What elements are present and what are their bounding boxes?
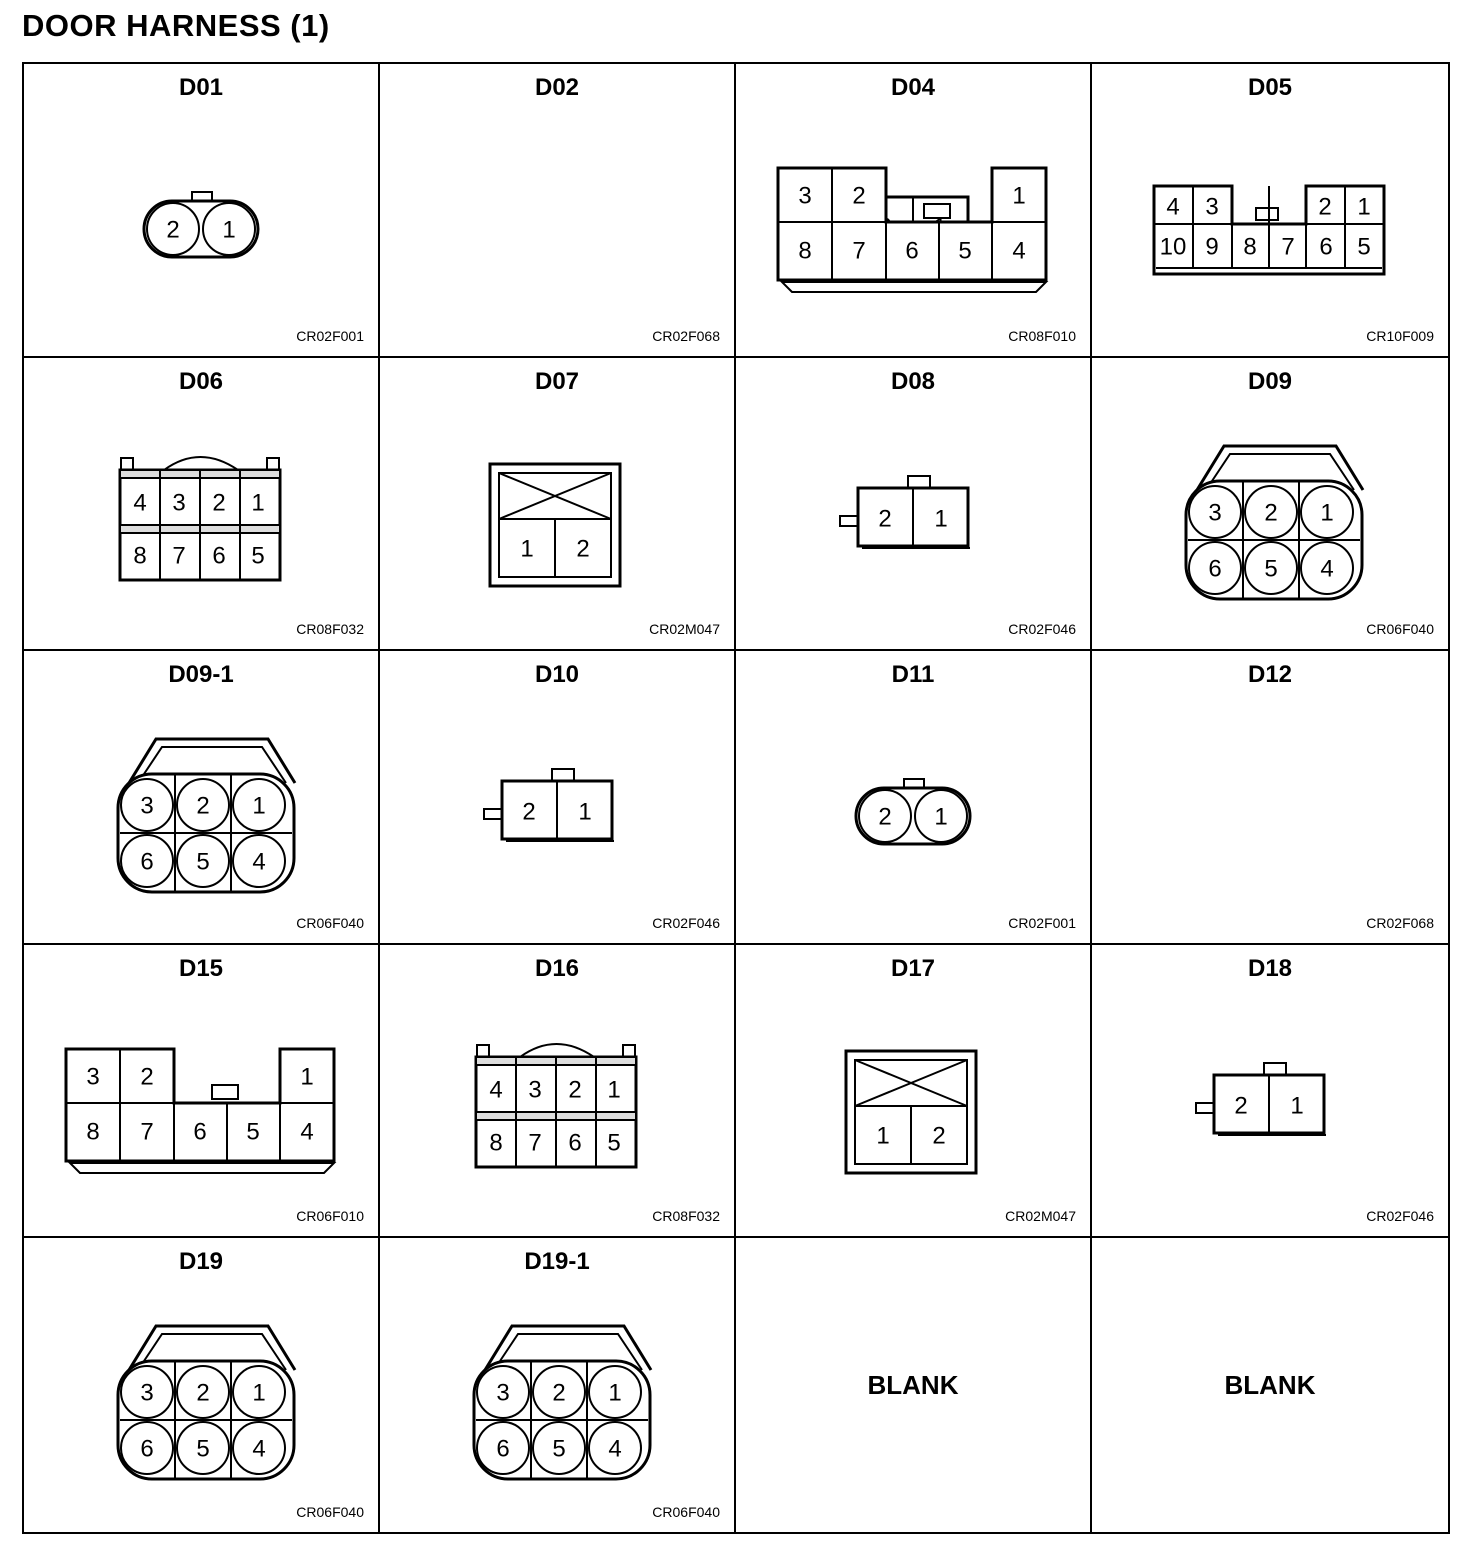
pin-number: 5 xyxy=(1357,233,1371,261)
connector-diagram xyxy=(24,358,380,650)
connector-label: D09-1 xyxy=(168,661,234,689)
latch-tab xyxy=(552,769,574,781)
pin-number: 8 xyxy=(1243,233,1257,261)
pin-number: 1 xyxy=(1012,182,1026,210)
pin-number: 2 xyxy=(852,182,866,210)
blank-label: BLANK xyxy=(867,1370,959,1401)
pin-number: 4 xyxy=(1320,555,1334,583)
connector-code: CR02F046 xyxy=(652,914,720,931)
pin-number: 2 xyxy=(878,505,892,533)
connector-code: CR10F009 xyxy=(1366,327,1434,344)
pin-number: 1 xyxy=(1320,499,1334,527)
pin-number: 2 xyxy=(140,1063,154,1091)
pin-number: 5 xyxy=(196,1435,210,1463)
pin-number: 5 xyxy=(196,848,210,876)
pin-number: 1 xyxy=(607,1076,621,1104)
connector-diagram xyxy=(736,358,1092,650)
pin-number: 3 xyxy=(172,489,186,517)
pin-number: 5 xyxy=(246,1118,260,1146)
connector-label: D02 xyxy=(534,74,580,101)
pin-number: 5 xyxy=(607,1129,621,1157)
pin-number: 8 xyxy=(798,237,812,265)
pin-number: 6 xyxy=(140,1435,154,1463)
connector-cell xyxy=(24,651,380,945)
connector-code: CR06F040 xyxy=(296,914,364,931)
pin-number: 4 xyxy=(608,1435,622,1463)
connector-diagram xyxy=(380,651,736,943)
pin-number: 1 xyxy=(251,489,265,517)
blank-cell xyxy=(736,1238,1092,1532)
connector-label: D12 xyxy=(1247,661,1293,689)
pin-number: 1 xyxy=(578,798,592,826)
connector-code: CR02F046 xyxy=(1008,621,1076,638)
pin-number: 4 xyxy=(1012,237,1026,265)
connector-label: D19-1 xyxy=(524,1248,590,1276)
connector-diagram xyxy=(380,64,736,356)
connector-cell xyxy=(736,945,1092,1239)
pin-number: 6 xyxy=(193,1118,207,1146)
side-tab xyxy=(840,516,858,526)
connector-label: D19 xyxy=(178,1248,224,1276)
pin-number: 3 xyxy=(798,182,812,210)
pin-number: 6 xyxy=(1319,233,1333,261)
pin-number: 1 xyxy=(520,535,534,563)
pin-number: 6 xyxy=(1208,555,1222,583)
pin-number: 6 xyxy=(140,848,154,876)
pin-number: 2 xyxy=(568,1076,582,1104)
latch-arch xyxy=(164,457,238,470)
pin-number: 4 xyxy=(252,1435,266,1463)
pin-number: 1 xyxy=(934,803,948,831)
connector-label: D16 xyxy=(534,954,580,982)
connector-label: D08 xyxy=(890,367,936,395)
connector-diagram xyxy=(24,651,380,943)
connector-diagram xyxy=(1092,651,1448,943)
pin-number: 2 xyxy=(1318,193,1332,221)
connector-code: CR08F032 xyxy=(652,1208,720,1225)
connector-diagram xyxy=(1092,358,1448,650)
connector-code: CR06F040 xyxy=(296,1504,364,1520)
pin-number: 2 xyxy=(552,1379,566,1407)
connector-cell xyxy=(736,651,1092,945)
pin-number: 4 xyxy=(489,1076,503,1104)
pin-number: 7 xyxy=(1281,233,1295,261)
connector-label: D04 xyxy=(890,74,936,101)
pin-number: 6 xyxy=(568,1129,582,1157)
connector-label: D06 xyxy=(178,367,224,395)
pin-number: 2 xyxy=(1234,1092,1248,1120)
connector-cell xyxy=(736,64,1092,358)
connector-diagram xyxy=(1092,64,1448,356)
connector-cell xyxy=(1092,64,1448,358)
connector-diagram xyxy=(380,358,736,650)
connector-label: D17 xyxy=(890,954,936,982)
pin-number: 1 xyxy=(1290,1092,1304,1120)
pin-number: 10 xyxy=(1159,233,1187,261)
connector-code: CR06F040 xyxy=(1366,621,1434,638)
blank-cell xyxy=(1092,1238,1448,1532)
pin-number: 6 xyxy=(496,1435,510,1463)
connector-code: CR02F068 xyxy=(652,327,720,344)
connector-cell xyxy=(1092,358,1448,652)
connector-label: D07 xyxy=(534,367,580,395)
pin-number: 4 xyxy=(133,489,147,517)
connector-label: D05 xyxy=(1247,74,1293,101)
pin-number: 1 xyxy=(300,1063,314,1091)
connector-label: D15 xyxy=(178,954,224,982)
side-tab xyxy=(1196,1103,1214,1113)
connector-code: CR08F010 xyxy=(1008,327,1076,344)
connector-diagram xyxy=(380,945,736,1237)
pin-number: 7 xyxy=(172,542,186,570)
pin-number: 3 xyxy=(140,1379,154,1407)
connector-code: CR02M047 xyxy=(649,621,720,638)
connector-label: D01 xyxy=(178,74,224,101)
connector-code: CR02F068 xyxy=(1366,914,1434,931)
connector-cell xyxy=(380,64,736,358)
connector-code: CR02F001 xyxy=(296,327,364,344)
connector-cell xyxy=(380,945,736,1239)
pin-number: 8 xyxy=(489,1129,503,1157)
pin-number: 1 xyxy=(876,1122,890,1150)
connector-code: CR02F001 xyxy=(1008,914,1076,931)
blank-label: BLANK xyxy=(1224,1370,1316,1401)
latch-tab xyxy=(1256,208,1278,220)
pin-number: 9 xyxy=(1205,233,1219,261)
page-title: DOOR HARNESS (1) xyxy=(22,8,330,43)
connector-code: CR02F046 xyxy=(1366,1208,1434,1225)
pin-number: 3 xyxy=(86,1063,100,1091)
connector-diagram xyxy=(736,64,1092,356)
connector-cell xyxy=(1092,945,1448,1239)
pin-number: 1 xyxy=(252,1379,266,1407)
connector-cell xyxy=(24,1238,380,1532)
side-tab xyxy=(484,809,502,819)
latch-tab xyxy=(212,1085,238,1099)
pin-number: 3 xyxy=(140,792,154,820)
pin-number: 5 xyxy=(552,1435,566,1463)
latch-tab xyxy=(924,204,950,218)
pin-number: 2 xyxy=(576,535,590,563)
connector-diagram xyxy=(1092,945,1448,1237)
connector-grid xyxy=(22,62,1450,1534)
pin-number: 3 xyxy=(1205,193,1219,221)
pin-number: 5 xyxy=(1264,555,1278,583)
connector-diagram xyxy=(24,945,380,1237)
pin-number: 5 xyxy=(958,237,972,265)
connector-label: D10 xyxy=(534,661,580,689)
latch-tab xyxy=(908,476,930,488)
pin-number: 4 xyxy=(252,848,266,876)
pin-number: 2 xyxy=(196,1379,210,1407)
latch-arch xyxy=(520,1044,594,1057)
connector-cell xyxy=(24,358,380,652)
connector-diagram xyxy=(24,1238,380,1530)
pin-number: 2 xyxy=(166,216,180,244)
pin-number: 5 xyxy=(251,542,265,570)
connector-cell xyxy=(380,651,736,945)
pin-number: 1 xyxy=(222,216,236,244)
pin-number: 7 xyxy=(140,1118,154,1146)
connector-cell xyxy=(1092,651,1448,945)
connector-cell xyxy=(24,945,380,1239)
connector-body xyxy=(144,201,258,257)
pin-number: 4 xyxy=(300,1118,314,1146)
pin-number: 8 xyxy=(86,1118,100,1146)
pin-number: 3 xyxy=(496,1379,510,1407)
pin-number: 3 xyxy=(528,1076,542,1104)
connector-cell xyxy=(736,358,1092,652)
connector-code: CR08F032 xyxy=(296,621,364,638)
connector-diagram xyxy=(380,1238,736,1530)
pin-number: 6 xyxy=(905,237,919,265)
connector-label: D09 xyxy=(1247,367,1293,395)
connector-cell xyxy=(380,1238,736,1532)
connector-label: D18 xyxy=(1247,954,1293,982)
connector-diagram xyxy=(24,64,380,356)
pin-number: 1 xyxy=(1357,193,1371,221)
pin-number: 4 xyxy=(1166,193,1180,221)
connector-cell xyxy=(24,64,380,358)
pin-number: 3 xyxy=(1208,499,1222,527)
pin-number: 2 xyxy=(1264,499,1278,527)
latch-tab xyxy=(1264,1063,1286,1075)
pin-number: 7 xyxy=(852,237,866,265)
connector-diagram xyxy=(736,651,1092,943)
pin-number: 1 xyxy=(608,1379,622,1407)
pin-number: 2 xyxy=(878,803,892,831)
connector-cell xyxy=(380,358,736,652)
base-rail xyxy=(782,282,1046,292)
connector-diagram xyxy=(736,945,1092,1237)
pin-number: 6 xyxy=(212,542,226,570)
pin-number: 2 xyxy=(196,792,210,820)
connector-code: CR02M047 xyxy=(1005,1208,1076,1225)
pin-number: 2 xyxy=(522,798,536,826)
pin-number: 1 xyxy=(934,505,948,533)
connector-code: CR06F040 xyxy=(652,1504,720,1520)
pin-number: 8 xyxy=(133,542,147,570)
connector-label: D11 xyxy=(891,661,935,689)
base-rail xyxy=(70,1163,334,1173)
connector-code: CR06F010 xyxy=(296,1208,364,1225)
connector-body xyxy=(856,788,970,844)
pin-number: 2 xyxy=(212,489,226,517)
pin-number: 2 xyxy=(932,1122,946,1150)
pin-number: 1 xyxy=(252,792,266,820)
pin-number: 7 xyxy=(528,1129,542,1157)
